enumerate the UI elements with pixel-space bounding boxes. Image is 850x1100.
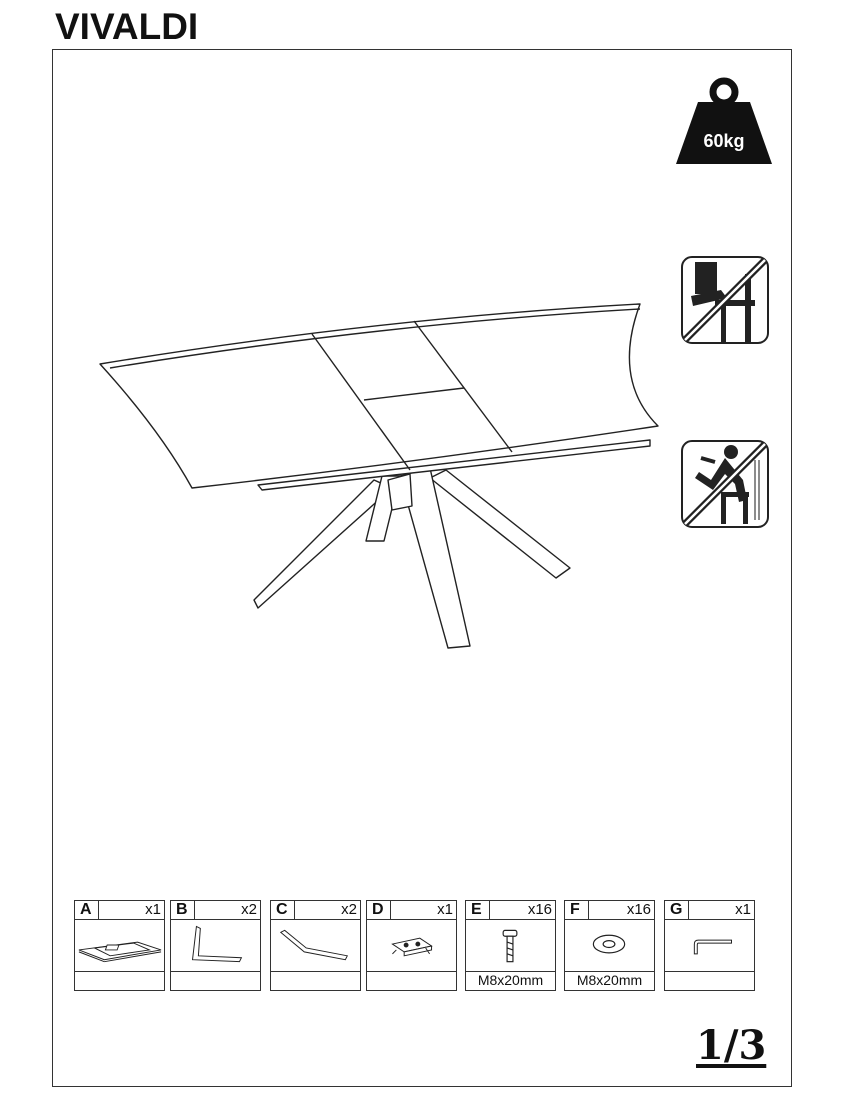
no-climbing-icon [681,440,769,528]
part-letter: E [466,901,490,919]
part-spec [367,971,456,990]
part-e [465,900,556,991]
part-letter: A [75,901,99,919]
part-quantity: x1 [735,901,751,918]
bracket-icon [367,920,456,974]
tabletop-mechanism-icon [75,920,164,974]
part-quantity: x2 [341,901,357,918]
part-quantity: x2 [241,901,257,918]
leg-c-icon [271,920,360,974]
part-letter: G [665,901,689,919]
bolt-icon [466,920,555,974]
part-spec: M8x20mm [565,971,654,990]
part-letter: D [367,901,391,919]
part-spec [171,971,260,990]
part-letter: B [171,901,195,919]
part-quantity: x1 [145,901,161,918]
part-a [74,900,165,991]
part-spec [665,971,754,990]
part-letter: C [271,901,295,919]
part-f [564,900,655,991]
document-title: VIVALDI [55,6,199,47]
part-b [170,900,261,991]
weight-limit-icon [676,76,772,166]
no-standing-on-chair-icon [681,256,769,344]
part-quantity: x16 [626,901,651,918]
part-spec [75,971,164,990]
part-letter: F [565,901,589,919]
allen-key-icon [665,920,754,974]
part-d [366,900,457,991]
part-quantity: x1 [437,901,453,918]
part-c [270,900,361,991]
part-spec: M8x20mm [466,971,555,990]
leg-b-icon [171,920,260,974]
weight-limit-label: 60kg [703,131,745,151]
part-spec [271,971,360,990]
washer-icon [565,920,654,974]
page-number: 1/3 [696,1022,767,1069]
part-quantity: x16 [527,901,552,918]
part-g [664,900,755,991]
